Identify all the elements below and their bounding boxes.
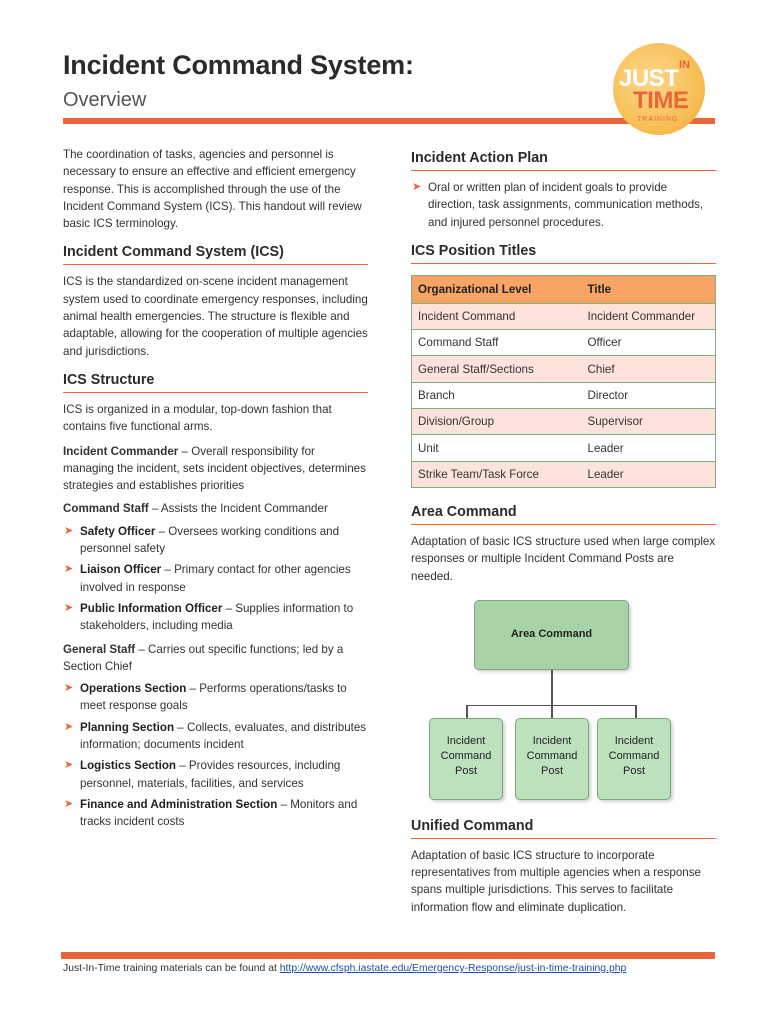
table-header-cell: Organizational Level bbox=[412, 275, 582, 303]
footer-text: Just-In-Time training materials can be found at bbox=[63, 963, 280, 974]
post-label-line: Incident bbox=[446, 734, 486, 747]
command-staff-list bbox=[63, 523, 368, 635]
structure-paragraph: ICS is organized in a modular, top-down fashion that contains five functional arms. bbox=[63, 402, 332, 434]
table-cell: Chief bbox=[582, 356, 716, 382]
list-item bbox=[63, 561, 368, 596]
item-desc: – Primary contact for other agencies involved in response bbox=[80, 563, 351, 594]
item-term: Logistics Section bbox=[80, 759, 176, 773]
general-staff-term: General Staff bbox=[63, 642, 136, 656]
table-cell: Leader bbox=[582, 435, 716, 461]
table-cell: Incident Commander bbox=[582, 303, 716, 329]
list-item bbox=[63, 719, 368, 754]
title-divider bbox=[63, 118, 715, 124]
page-subtitle: Overview bbox=[63, 89, 147, 111]
table-cell: Unit bbox=[412, 435, 582, 461]
table-row bbox=[412, 409, 716, 435]
diagram-connector bbox=[551, 705, 553, 718]
item-desc: – Oversees working conditions and personnel safety bbox=[80, 524, 340, 556]
table-cell: Officer bbox=[582, 330, 716, 356]
arrow-bullet-icon: ➤ bbox=[64, 601, 74, 614]
diagram-command-post-box bbox=[515, 718, 589, 800]
ics-heading: Incident Command System (ICS) bbox=[63, 244, 368, 265]
logo-time: TIME bbox=[633, 87, 689, 114]
commander-term: Incident Commander bbox=[63, 444, 179, 458]
general-staff-list bbox=[63, 680, 368, 830]
arrow-bullet-icon: ➤ bbox=[64, 682, 74, 695]
table-row bbox=[412, 435, 716, 461]
table-cell: Supervisor bbox=[582, 409, 716, 435]
command-staff-paragraph bbox=[63, 500, 368, 517]
arrow-bullet-icon: ➤ bbox=[64, 720, 74, 733]
footer-divider bbox=[61, 952, 715, 959]
positions-heading: ICS Position Titles bbox=[411, 243, 716, 264]
area-command-diagram bbox=[411, 600, 716, 810]
right-column bbox=[411, 150, 716, 916]
diagram-connector bbox=[551, 670, 553, 705]
post-label-line: Post bbox=[622, 764, 645, 777]
table-cell: Division/Group bbox=[412, 409, 582, 435]
position-titles-table bbox=[411, 275, 716, 488]
table-cell: General Staff/Sections bbox=[412, 356, 582, 382]
post-label-line: Incident bbox=[614, 734, 654, 747]
list-item bbox=[63, 757, 368, 792]
diagram-connector bbox=[466, 705, 468, 718]
arrow-bullet-icon: ➤ bbox=[64, 797, 74, 810]
intro-paragraph: The coordination of tasks, agencies and personnel is necessary to ensure an effective and efficient emergency response. This is accomplished through the use of the Incident Command System (ICS). This handout will review basic ICS terminology. bbox=[63, 148, 362, 231]
item-desc: – Collects, evaluates, and distributes information; documents incident bbox=[80, 720, 367, 752]
commander-paragraph bbox=[63, 443, 368, 495]
post-label-line: Incident bbox=[532, 734, 572, 747]
arrow-bullet-icon: ➤ bbox=[64, 759, 74, 772]
list-item bbox=[411, 179, 716, 231]
commander-desc: – Overall responsibility for managing the incident, sets incident objectives, determines strategies and establishes priorities bbox=[63, 444, 366, 493]
iap-list bbox=[411, 179, 716, 231]
table-row bbox=[412, 356, 716, 382]
diagram-command-post-box bbox=[429, 718, 503, 800]
footer-link[interactable]: http://www.cfsph.iastate.edu/Emergency-Response/just-in-time-training.php bbox=[279, 963, 627, 974]
command-staff-term: Command Staff bbox=[63, 502, 149, 516]
list-item bbox=[63, 523, 368, 558]
logo-training: TRAINING bbox=[637, 116, 679, 123]
table-cell: Strike Team/Task Force bbox=[412, 461, 582, 487]
left-column bbox=[63, 146, 368, 831]
post-label-line: Command bbox=[440, 749, 492, 762]
diagram-command-post-box bbox=[597, 718, 671, 800]
iap-heading: Incident Action Plan bbox=[411, 150, 716, 171]
item-term: Safety Officer bbox=[80, 524, 156, 538]
table-cell: Branch bbox=[412, 382, 582, 408]
unified-command-heading: Unified Command bbox=[411, 818, 716, 839]
post-label-line: Post bbox=[454, 764, 477, 777]
logo-in: IN bbox=[679, 59, 690, 71]
logo-just: JUST bbox=[619, 65, 679, 92]
area-command-paragraph: Adaptation of basic ICS structure used when large complex responses or multiple Incident Command Posts are needed. bbox=[411, 534, 716, 583]
footer bbox=[63, 963, 626, 974]
item-term: Operations Section bbox=[80, 682, 187, 696]
arrow-bullet-icon: ➤ bbox=[64, 524, 74, 537]
table-row bbox=[412, 382, 716, 408]
table-header-cell: Title bbox=[582, 275, 716, 303]
item-desc: – Provides resources, including personnel, materials, facilities, and services bbox=[80, 759, 341, 790]
diagram-area-command-box: Area Command bbox=[474, 600, 629, 670]
structure-heading: ICS Structure bbox=[63, 372, 368, 393]
command-staff-desc: – Assists the Incident Commander bbox=[148, 502, 328, 516]
general-staff-desc: – Carries out specific functions; led by a Section Chief bbox=[63, 642, 344, 673]
item-term: Finance and Administration Section bbox=[80, 797, 278, 811]
item-term: Liaison Officer bbox=[80, 563, 162, 577]
arrow-bullet-icon: ➤ bbox=[64, 563, 74, 576]
table-header-row bbox=[412, 275, 716, 303]
list-item bbox=[63, 600, 368, 635]
table-row bbox=[412, 303, 716, 329]
unified-command-paragraph: Adaptation of basic ICS structure to incorporate representatives from multiple agencies when a response spans multiple jurisdictions. This serves to facilitate information flow and eliminate duplication. bbox=[411, 848, 701, 914]
table-cell: Incident Command bbox=[412, 303, 582, 329]
arrow-bullet-icon: ➤ bbox=[412, 181, 422, 193]
table-row bbox=[412, 461, 716, 487]
table-cell: Leader bbox=[582, 461, 716, 487]
item-desc: – Supplies information to stakeholders, including media bbox=[80, 601, 354, 633]
item-desc: – Performs operations/tasks to meet response goals bbox=[80, 682, 347, 713]
just-in-time-logo bbox=[613, 43, 705, 135]
list-item bbox=[63, 680, 368, 715]
table-row bbox=[412, 330, 716, 356]
item-desc: – Monitors and tracks incident costs bbox=[80, 797, 358, 829]
iap-text: Oral or written plan of incident goals to provide direction, task assignments, communication methods, and injured personnel procedures. bbox=[428, 181, 704, 229]
list-item bbox=[63, 796, 368, 831]
table-cell: Command Staff bbox=[412, 330, 582, 356]
diagram-connector bbox=[635, 705, 637, 718]
post-label-line: Command bbox=[526, 749, 578, 762]
item-term: Planning Section bbox=[80, 720, 175, 734]
general-staff-paragraph bbox=[63, 641, 368, 676]
page-title: Incident Command System: bbox=[63, 50, 414, 80]
post-label-line: Command bbox=[608, 749, 660, 762]
ics-paragraph: ICS is the standardized on-scene incident management system used to coordinate emergency responses, including animal health emergencies. The structure is flexible and adaptable, allowing for the cooperation of multiple agencies and jurisdictions. bbox=[63, 275, 368, 358]
item-term: Public Information Officer bbox=[80, 601, 223, 615]
post-label-line: Post bbox=[540, 764, 563, 777]
table-cell: Director bbox=[582, 382, 716, 408]
area-command-heading: Area Command bbox=[411, 504, 716, 525]
